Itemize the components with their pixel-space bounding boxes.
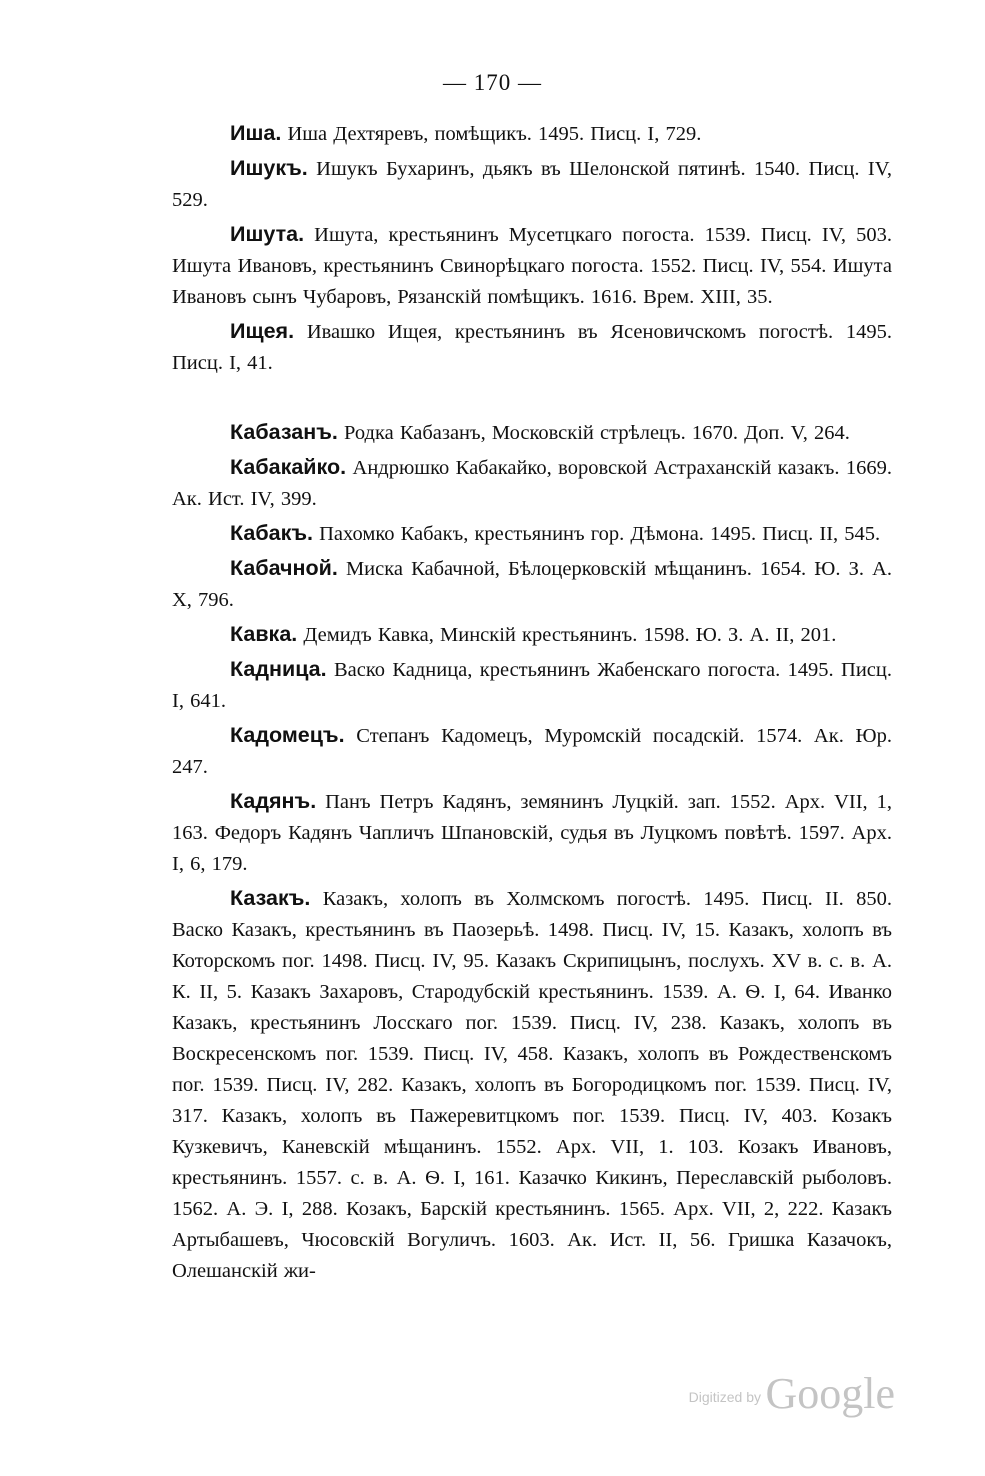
entry-headword: Ишукъ. (230, 156, 308, 180)
dictionary-text (172, 118, 892, 1290)
entry-body: Ивашко Ищея, крестьянинъ въ Ясеновичскомъ погостѣ. 1495. Писц. I, 41. (172, 321, 892, 374)
entry-headword: Кабазанъ. (230, 420, 338, 444)
entry-body: Васко Кадница, крестьянинъ Жабенскаго погоста. 1495. Писц. I, 641. (172, 659, 892, 712)
entry-isha (172, 118, 892, 150)
entry-body: Панъ Петръ Кадянъ, земянинъ Луцкій. зап. 1552. Арх. VII, 1, 163. Федоръ Кадянъ Чапличъ Шпановскій, судья въ Луцкомъ повѣтѣ. 1597. Арх. I, 6, 179. (172, 791, 892, 875)
entry-headword: Кавка. (230, 622, 298, 646)
entry-body: Родка Кабазанъ, Московскій стрѣлецъ. 1670. Доп. V, 264. (337, 422, 850, 444)
entry-headword: Кадница. (230, 657, 327, 681)
entry-kabazan (172, 417, 892, 449)
entry-ishcheya (172, 316, 892, 379)
entry-headword: Кадянъ. (230, 789, 317, 813)
entry-headword: Ишута. (230, 222, 305, 246)
entry-headword: Казакъ. (230, 886, 311, 910)
entry-body: Иша Дехтяревъ, помѣщикъ. 1495. Писц. I, 729. (281, 123, 702, 145)
digitized-watermark (689, 1368, 895, 1419)
entry-headword: Кадомецъ. (230, 723, 345, 747)
google-logo: Google (765, 1369, 895, 1418)
entry-ishuk (172, 153, 892, 216)
entry-kadyan (172, 786, 892, 880)
entry-body: Ишукъ Бухаринъ, дьякъ въ Шелонской пятинѣ. 1540. Писц. IV, 529. (172, 158, 892, 211)
entry-kazak (172, 883, 892, 1287)
entry-ishuta (172, 219, 892, 313)
entry-headword: Иша. (230, 121, 282, 145)
entry-body: Демидъ Кавка, Минскій крестьянинъ. 1598. Ю. З. А. II, 201. (297, 624, 837, 646)
entry-kadomets (172, 720, 892, 783)
entry-kadnitsa (172, 654, 892, 717)
entry-headword: Кабакайко. (230, 455, 347, 479)
entry-body: Ишута, крестьянинъ Мусетцкаго погоста. 1539. Писц. IV, 503. Ишута Ивановъ, крестьянинъ Свинорѣцкаго погоста. 1552. Писц. IV, 554. Ишута Ивановъ сынъ Чубаровъ, Рязанскій помѣщикъ. 1616. Врем. XIII, 35. (172, 224, 892, 308)
entry-kavka (172, 619, 892, 651)
entry-body: Андрюшко Кабакайко, воровской Астраханскій казакъ. 1669. Ак. Ист. IV, 399. (172, 457, 892, 510)
entry-headword: Кабакъ. (230, 521, 313, 545)
entry-body: Казакъ, холопъ въ Холмскомъ погостѣ. 1495. Писц. II. 850. Васко Казакъ, крестьянинъ въ Паозерьѣ. 1498. Писц. IV, 15. Казакъ, холопъ въ Которскомъ пог. 1498. Писц. IV, 95. Казакъ Скрипицынъ, послухъ. XV в. с. в. А. К. II, 5. Казакъ Захаровъ, Стародубскій крестьянинъ. 1539. А. Ѳ. I, 64. Иванко Казакъ, крестьянинъ Лосскаго пог. 1539. Писц. IV, 238. Казакъ, холопъ въ Воскресенскомъ пог. 1539. Писц. IV, 458. Казакъ, холопъ въ Рождественскомъ пог. 1539. Писц. IV, 282. Казакъ, холопъ въ Богородицкомъ пог. 1539. Писц. IV, 317. Казакъ, холопъ въ Пажеревитцкомъ пог. 1539. Писц. IV, 403. Козакъ Кузкевичъ, Каневскій мѣщанинъ. 1552. Арх. VII, 1. 103. Козакъ Ивановъ, крестьянинъ. 1557. с. в. А. Ѳ. I, 161. Казачко Кикинъ, Переславскій рыболовъ. 1562. А. Э. I, 288. Козакъ, Барскій крестьянинъ. 1565. Арх. VII, 2, 222. Казакъ Артыбашевъ, Чюсовскій Вогуличъ. 1603. Ак. Ист. II, 56. Гришка Казачокъ, Олешанскій жи- (172, 888, 892, 1282)
watermark-prefix: Digitized by (688, 1389, 762, 1405)
entry-kabachnoi (172, 553, 892, 616)
page-number: — 170 — (443, 70, 542, 95)
entry-body: Пахомко Кабакъ, крестьянинъ гор. Дѣмона. 1495. Писц. II, 545. (313, 523, 881, 545)
entry-headword: Ищея. (230, 319, 295, 343)
entry-body: Степанъ Кадомецъ, Муромскій посадскій. 1574. Ак. Юр. 247. (172, 725, 892, 778)
entry-body: Миска Кабачной, Бѣлоцерковскій мѣщанинъ. 1654. Ю. З. А. X, 796. (172, 558, 892, 611)
entry-kabakaiko (172, 452, 892, 515)
entry-headword: Кабачной. (230, 556, 338, 580)
entry-kabak (172, 518, 892, 550)
